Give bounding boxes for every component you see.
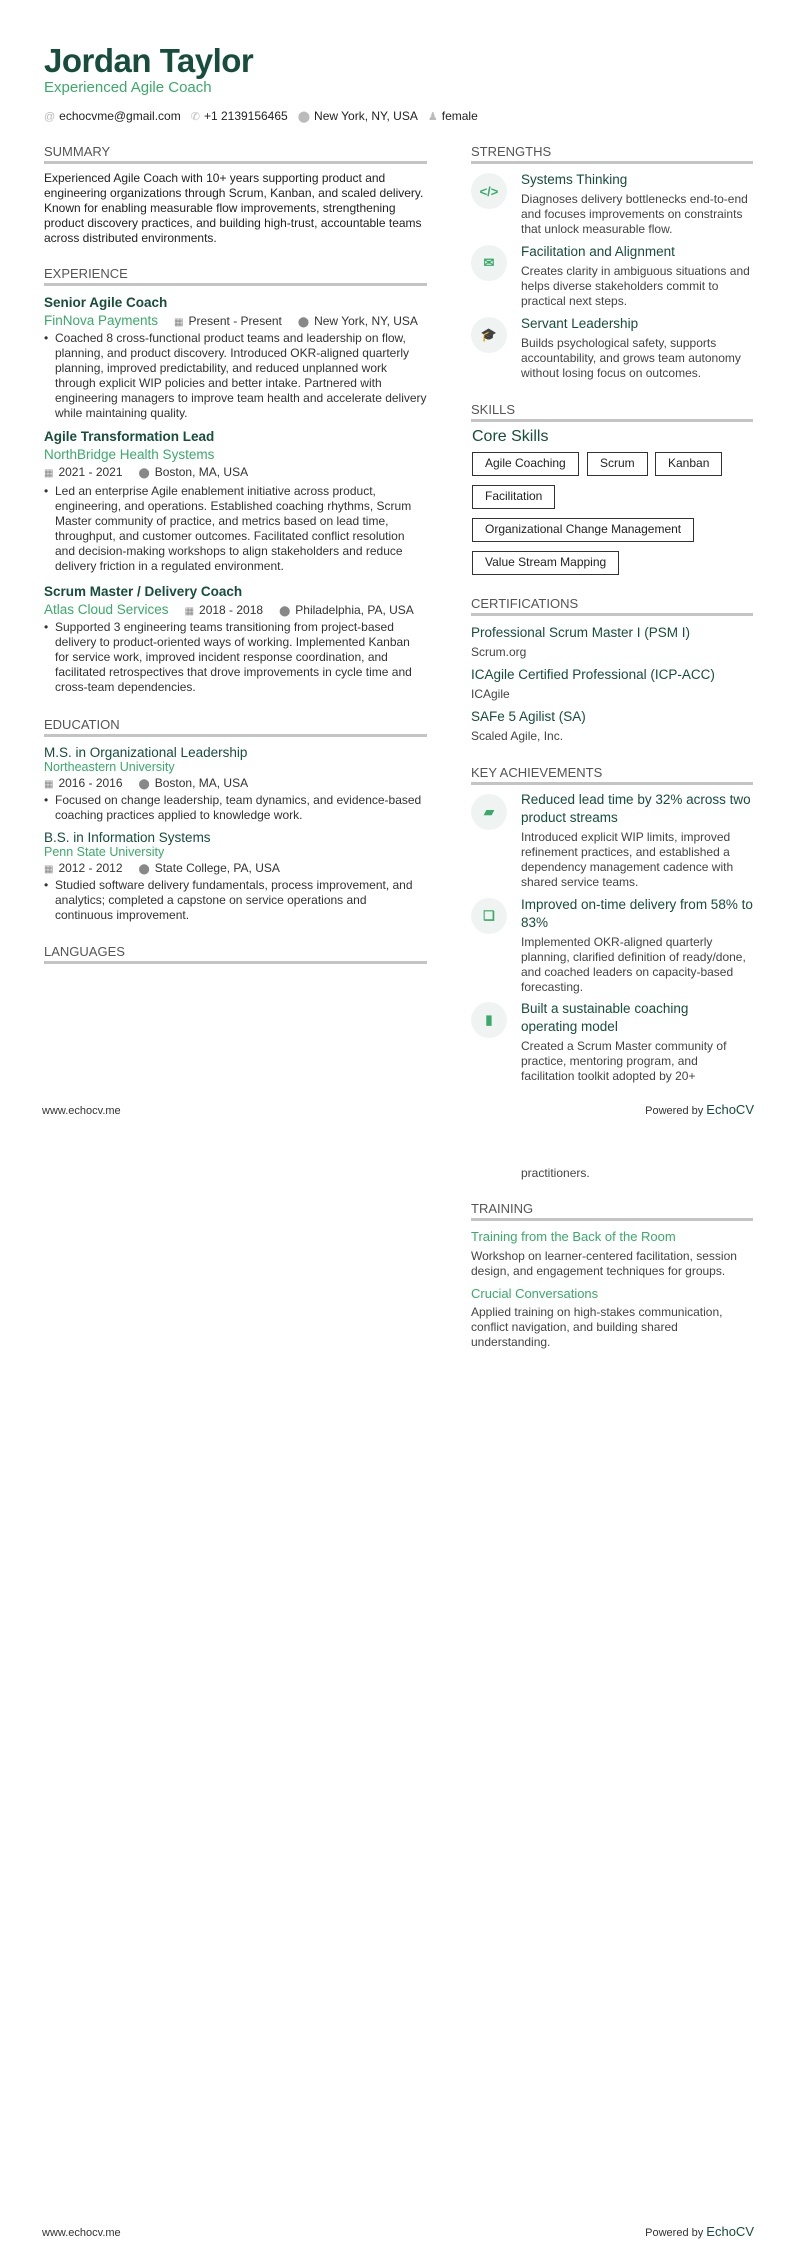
job-bullet: • Coached 8 cross-functional product teams and leadership on flow, planning, and product discovery. Introduced OKR-aligned quarterly planning, improved predictability, and reduced unplanned work through explicit WIP policies and better intake. Partnered with engineering managers to improve team health and accelerate delivery while maintaining quality. xyxy=(44,331,427,421)
training-desc: Applied training on high-stakes communication, conflict navigation, and building shared understanding. xyxy=(471,1305,723,1349)
education-item xyxy=(44,745,427,823)
contact-bar xyxy=(44,109,478,123)
degree: M.S. in Organizational Leadership xyxy=(44,745,248,760)
bookmark-icon: ▮ xyxy=(471,1002,507,1038)
location-item xyxy=(298,109,418,123)
strength-title: Servant Leadership xyxy=(521,316,639,331)
achievement-desc: Created a Scrum Master community of practice, mentoring program, and facilitation toolkit adopted by 20+ xyxy=(521,1039,727,1083)
candidate-title: Experienced Agile Coach xyxy=(44,79,212,96)
comments-icon: ❏ xyxy=(471,898,507,934)
edu-location: Boston, MA, USA xyxy=(154,776,249,790)
powered-by-label: Powered by xyxy=(645,1105,704,1117)
section-experience: EXPERIENCE xyxy=(44,266,427,286)
experience-item xyxy=(44,295,427,421)
achievement-title: Reduced lead time by 32% across two product streams xyxy=(521,792,751,825)
edu-dates: 2016 - 2016 xyxy=(58,776,123,790)
degree: B.S. in Information Systems xyxy=(44,830,211,845)
cert-name: Professional Scrum Master I (PSM I) xyxy=(471,625,691,640)
education-item xyxy=(44,830,427,923)
achievement-item xyxy=(471,791,753,890)
code-icon: </> xyxy=(471,173,507,209)
cert-issuer: ICAgile xyxy=(471,687,510,701)
map-pin-icon: ⬤ xyxy=(297,316,310,328)
edu-bullet: • Studied software delivery fundamentals, process improvement, and analytics; completed a capstone on service operations and continuous improvement. xyxy=(44,878,427,923)
skill-tag: Organizational Change Management xyxy=(472,518,694,542)
achievement-item xyxy=(471,1000,753,1084)
section-certifications: CERTIFICATIONS xyxy=(471,596,753,616)
job-bullet: • Supported 3 engineering teams transitioning from project-based delivery to product-oriented ways of working. Implemented Kanban for service work, improved incident response coordination, and facilitated retrospectives that drove improvements in cycle time and cross-team dependencies. xyxy=(44,620,427,695)
skill-tag: Agile Coaching xyxy=(472,452,579,476)
footer-powered[interactable] xyxy=(645,1102,754,1117)
job-role: Senior Agile Coach xyxy=(44,295,168,310)
section-strengths: STRENGTHS xyxy=(471,144,753,164)
gender-item xyxy=(428,109,478,123)
skill-tag: Kanban xyxy=(655,452,722,476)
job-dates: 2018 - 2018 xyxy=(199,602,264,617)
footer-site-link[interactable]: www.echocv.me xyxy=(42,2227,121,2239)
job-role: Scrum Master / Delivery Coach xyxy=(44,584,243,599)
achievement-title: Improved on-time delivery from 58% to 83% xyxy=(521,897,753,930)
training-desc: Workshop on learner-centered facilitation, session design, and engagement techniques for groups. xyxy=(471,1249,737,1278)
brand-name: EchoCV xyxy=(706,2224,754,2239)
achievement-title: Built a sustainable coaching operating model xyxy=(521,1001,689,1034)
user-icon: ♟ xyxy=(427,111,438,123)
map-pin-icon: ⬤ xyxy=(138,468,150,479)
achievement-desc: Introduced explicit WIP limits, improved refinement practices, and established a dependency management cadence with shared service teams. xyxy=(521,830,734,889)
edu-dates: 2012 - 2012 xyxy=(58,861,123,875)
job-dates: 2021 - 2021 xyxy=(58,465,123,479)
job-role: Agile Transformation Lead xyxy=(44,429,215,444)
email-item[interactable] xyxy=(44,109,181,123)
strength-title: Systems Thinking xyxy=(521,172,628,187)
job-location: Boston, MA, USA xyxy=(154,465,249,479)
company: Atlas Cloud Services xyxy=(44,602,169,617)
section-summary: SUMMARY xyxy=(44,144,427,164)
strength-item xyxy=(471,171,753,237)
school: Penn State University xyxy=(44,845,165,859)
calendar-icon: ▦ xyxy=(174,316,184,328)
skill-tag: Value Stream Mapping xyxy=(472,551,619,575)
achievement-desc: Implemented OKR-aligned quarterly planning, clarified definition of ready/done, and coached leaders on capacity-based forecasting. xyxy=(521,935,746,994)
skill-group-title: Core Skills xyxy=(472,428,549,445)
cert-name: SAFe 5 Agilist (SA) xyxy=(471,709,586,724)
envelope-open-icon: ✉ xyxy=(471,245,507,281)
footer-powered[interactable] xyxy=(645,2224,754,2239)
section-training: TRAINING xyxy=(471,1201,753,1221)
calendar-icon: ▦ xyxy=(44,468,54,479)
map-pin-icon: ⬤ xyxy=(138,864,150,875)
strength-title: Facilitation and Alignment xyxy=(521,244,675,259)
section-skills: SKILLS xyxy=(471,402,753,422)
cert-issuer: Scrum.org xyxy=(471,645,527,659)
job-dates: Present - Present xyxy=(188,313,282,328)
edu-bullet: • Focused on change leadership, team dynamics, and evidence-based coaching practices applied to knowledge work. xyxy=(44,793,427,823)
experience-item xyxy=(44,584,427,695)
brand-name: EchoCV xyxy=(706,1102,754,1117)
comment-icon: ▰ xyxy=(471,794,507,830)
training-name: Training from the Back of the Room xyxy=(471,1229,676,1244)
training-name: Crucial Conversations xyxy=(471,1286,599,1301)
location: New York, NY, USA xyxy=(314,109,418,123)
section-key-achievements: KEY ACHIEVEMENTS xyxy=(471,765,753,785)
candidate-name: Jordan Taylor xyxy=(44,42,254,79)
calendar-icon: ▦ xyxy=(44,779,54,790)
strength-item xyxy=(471,315,753,381)
section-education: EDUCATION xyxy=(44,717,427,737)
map-pin-icon: ⬤ xyxy=(138,779,150,790)
strength-item xyxy=(471,243,753,309)
job-bullet: • Led an enterprise Agile enablement initiative across product, engineering, and operations. Established coaching rhythms, Scrum Master community of practice, and metrics based on lead time, throughput, and customer outcomes. Facilitated conflict resolution and decision-making workshops to align stakeholders and reduce delivery friction in a regulated environment. xyxy=(44,484,427,574)
company: FinNova Payments xyxy=(44,313,159,328)
cert-name: ICAgile Certified Professional (ICP-ACC) xyxy=(471,667,715,682)
skill-tag: Scrum xyxy=(587,452,648,476)
strength-desc: Diagnoses delivery bottlenecks end-to-end and focuses improvements on constraints that unlock measurable flow. xyxy=(521,192,748,236)
achievement-desc-continued: practitioners. xyxy=(521,1166,590,1180)
footer-site-link[interactable]: www.echocv.me xyxy=(42,1105,121,1117)
summary-text: Experienced Agile Coach with 10+ years supporting product and engineering organizations through Scrum, Kanban, and scaled delivery. Known for enabling measurable flow improvements, strengthening product discovery practices, and building high-trust, accountable teams across distributed environments. xyxy=(44,171,424,245)
map-pin-icon: ⬤ xyxy=(279,605,291,617)
school: Northeastern University xyxy=(44,760,175,774)
strength-desc: Builds psychological safety, supports accountability, and grows team autonomy without losing focus on outcomes. xyxy=(521,336,741,380)
experience-item xyxy=(44,429,427,574)
calendar-icon: ▦ xyxy=(184,605,195,617)
powered-by-label: Powered by xyxy=(645,2227,704,2239)
cert-issuer: Scaled Agile, Inc. xyxy=(471,729,564,743)
phone: +1 2139156465 xyxy=(203,109,288,123)
section-languages: LANGUAGES xyxy=(44,944,427,964)
achievement-item xyxy=(471,896,753,995)
email[interactable]: echocvme@gmail.com xyxy=(59,109,181,123)
at-icon: @ xyxy=(44,111,56,123)
company: NorthBridge Health Systems xyxy=(44,447,215,462)
job-location: New York, NY, USA xyxy=(314,313,418,328)
phone-icon: ✆ xyxy=(190,111,200,123)
strength-desc: Creates clarity in ambiguous situations and helps diverse stakeholders commit to practical next steps. xyxy=(521,264,750,308)
calendar-icon: ▦ xyxy=(44,864,54,875)
gender: female xyxy=(441,109,478,123)
job-location: Philadelphia, PA, USA xyxy=(295,602,414,617)
edu-location: State College, PA, USA xyxy=(154,861,280,875)
map-pin-icon: ⬤ xyxy=(297,111,311,123)
graduation-cap-icon: 🎓 xyxy=(471,317,507,353)
skill-tag: Facilitation xyxy=(472,485,555,509)
phone-item xyxy=(191,109,288,123)
